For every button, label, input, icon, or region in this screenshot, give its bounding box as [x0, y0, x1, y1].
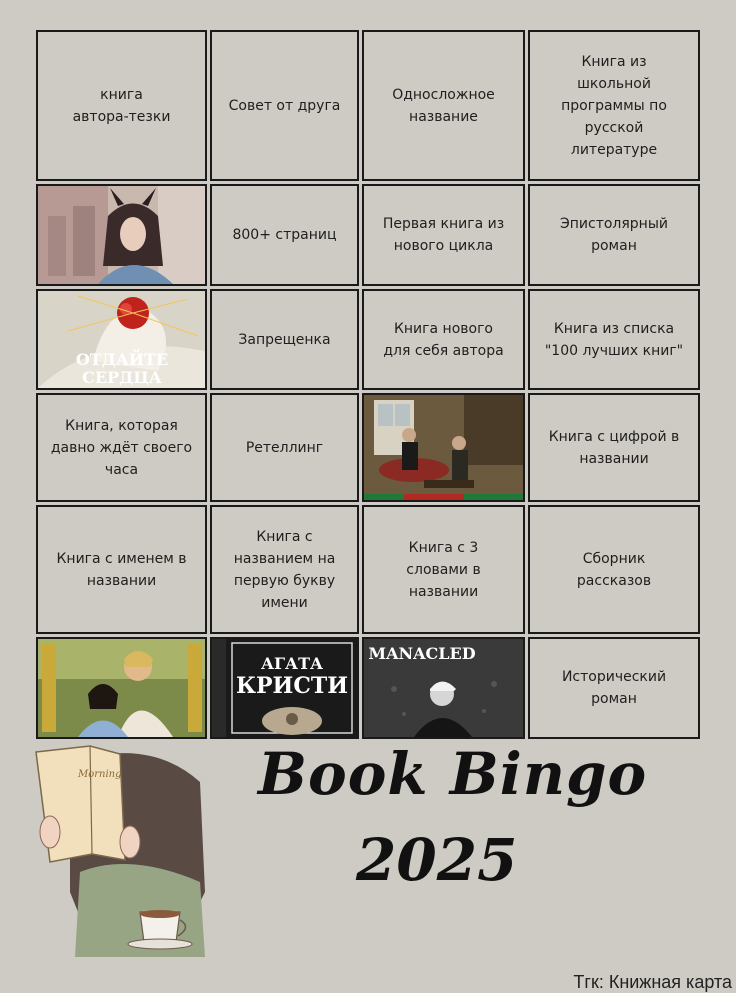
bingo-cell-cover-painting[interactable]	[362, 393, 525, 502]
bingo-cell-namesake-author[interactable]: книга автора-тезки	[36, 30, 207, 181]
telegram-credit: Тгк: Книжная карта	[573, 972, 732, 992]
bingo-cell-epistolary[interactable]: Эпистолярный роман	[528, 184, 700, 286]
book-cover-image	[38, 186, 205, 284]
bingo-cell-first-letter-of-name[interactable]: Книга с названием на первую букву имени	[210, 505, 359, 634]
cover-title: MANACLED	[368, 644, 476, 663]
bingo-cell-friend-advice[interactable]: Совет от друга	[210, 30, 359, 181]
bingo-cell-cover-manacled[interactable]	[362, 637, 525, 739]
bingo-cell-cover-otdaite-serdtsa[interactable]	[36, 289, 207, 390]
bingo-cell-one-word-title[interactable]: Односложное название	[362, 30, 525, 181]
bingo-cell-new-author[interactable]: Книга нового для себя автора	[362, 289, 525, 390]
bingo-cell-historical-novel[interactable]: Исторический роман	[528, 637, 700, 739]
girl-reading-illustration	[30, 742, 230, 957]
bingo-cell-cover-romance[interactable]	[36, 637, 207, 739]
book-cover-image	[364, 639, 523, 737]
cover-title-line2: СЕРДЦА	[82, 368, 162, 387]
bingo-cell-retelling[interactable]: Ретеллинг	[210, 393, 359, 502]
cover-title-line1: ОТДАЙТЕ	[75, 350, 169, 369]
page-title: Book Bingo	[258, 740, 648, 808]
cover-author-line1: АГАТА	[260, 654, 324, 673]
bingo-cell-short-stories[interactable]: Сборник рассказов	[528, 505, 700, 634]
book-cover-image	[212, 639, 357, 737]
bingo-cell-school-literature[interactable]: Книга из школьной программы по русской литературе	[528, 30, 700, 181]
bingo-cell-number-in-title[interactable]: Книга с цифрой в названии	[528, 393, 700, 502]
bingo-cell-first-in-series[interactable]: Первая книга из нового цикла	[362, 184, 525, 286]
bingo-cell-name-in-title[interactable]: Книга с именем в названии	[36, 505, 207, 634]
bingo-cell-cover-agatha-christie[interactable]	[210, 637, 359, 739]
bingo-cell-800-pages[interactable]: 800+ страниц	[210, 184, 359, 286]
cover-author-line2: КРИСТИ	[235, 673, 349, 699]
page-title-year: 2025	[356, 826, 518, 894]
bingo-cell-banned[interactable]: Запрещенка	[210, 289, 359, 390]
bingo-cell-cover-woman-horns[interactable]	[36, 184, 207, 286]
book-cover-image	[364, 395, 523, 500]
book-cover-image	[38, 291, 205, 388]
bingo-cell-top-100[interactable]: Книга из списка "100 лучших книг"	[528, 289, 700, 390]
book-cover-image	[38, 639, 205, 737]
bingo-cell-long-waiting[interactable]: Книга, которая давно ждёт своего часа	[36, 393, 207, 502]
notebook-text: Morning	[78, 769, 122, 780]
bingo-cell-three-words[interactable]: Книга с 3 словами в названии	[362, 505, 525, 634]
